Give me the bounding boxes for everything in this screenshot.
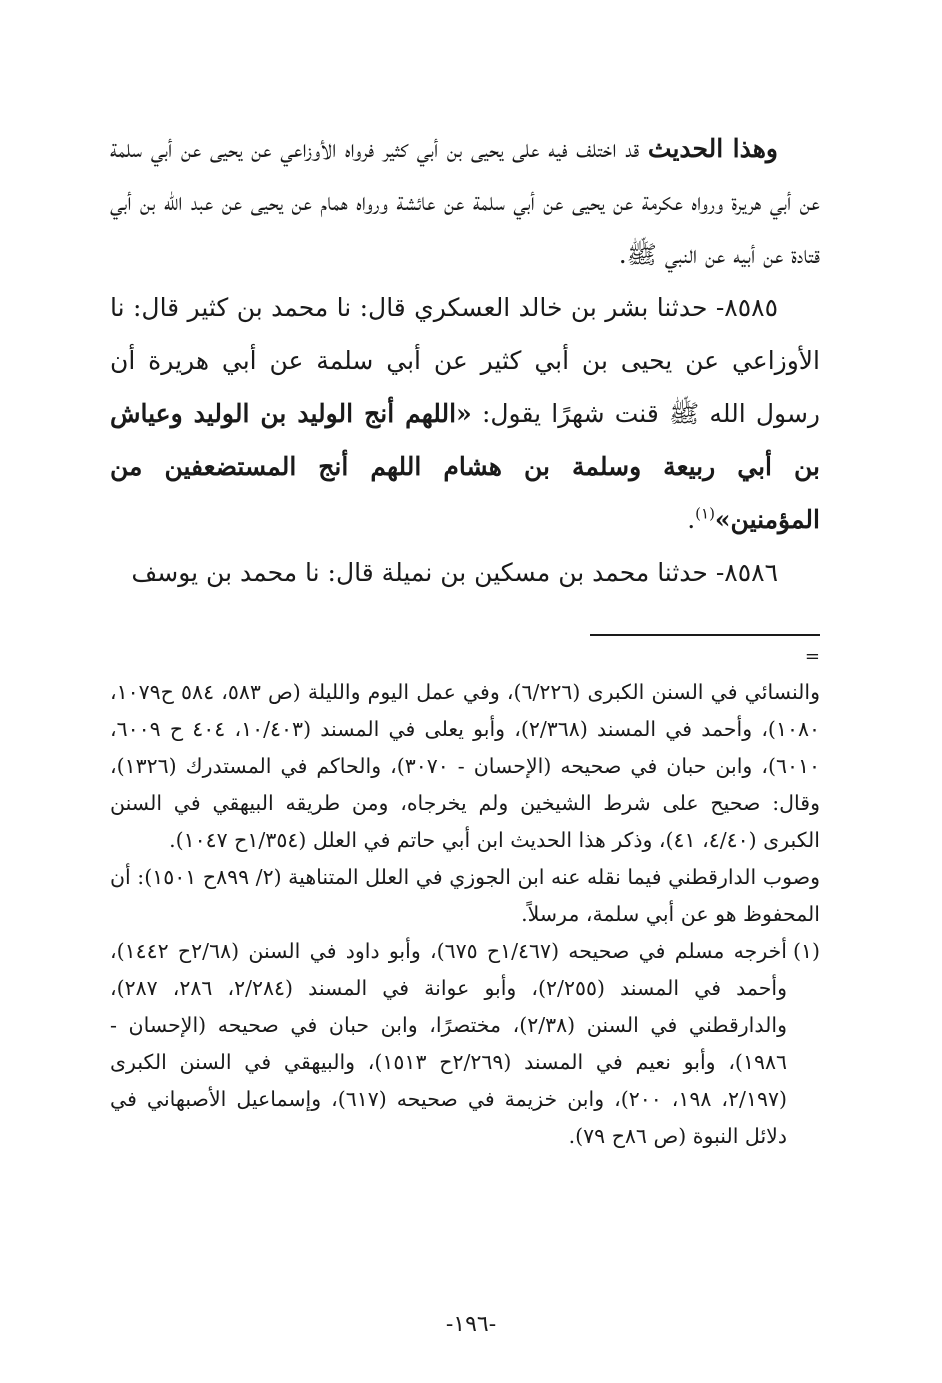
footnote-divider [590,634,820,636]
bold-lead-phrase: وهذا الحديث [647,134,778,163]
sentence-end: . [687,505,696,534]
footnote-number: (١) [792,939,820,963]
footnote-ref[interactable]: (١) [695,504,715,523]
footnote-continuation: والنسائي في السنن الكبرى (٦/٢٢٦)، وفي عمل اليوم والليلة (ص ٥٨٣، ٥٨٤ ح١٠٧٩، ١٠٨٠)، وأحمد في المسند (٢/٣٦٨)، وأبو يعلى في المسند (١٠/٤٠٣، ٤٠٤ ح ٦٠٠٩، ٦٠١٠)، وابن حبان في صحيحه (الإحسان - ٣٠٧٠)، والحاكم في المستدرك (١٣٢٦)، وقال: صحيح على شرط الشيخين ولم يخرجاه، ومن طريقه البيهقي في السنن الكبرى (٤/٤٠، ٤١)، وذكر هذا الحديث ابن أبي حاتم في العلل (١/٣٥٤ح ١٠٤٧). [110,680,821,852]
hadith-8586 [110,546,820,599]
hadith-isnad: ٨٥٨٦- حدثنا محمد بن مسكين بن نميلة قال: نا محمد بن يوسف [131,558,778,587]
page-number: -١٩٦- [445,1312,497,1337]
footnotes [110,674,820,1155]
footnote-continuation-mark: = [804,646,820,667]
footnote-continuation: وصوب الدارقطني فيما نقله عنه ابن الجوزي في العلل المتناهية (٢/ ٨٩٩ح ١٥٠١): أن المحفوظ هو عن أبي سلمة، مرسلاً. [110,865,820,926]
paragraph-text: قد اختلف فيه على يحيى بن أبي كثير فرواه الأوزاعي عن يحيى عن أبي سلمة عن أبي هريرة ورواه عكرمة عن يحيى عن أبي سلمة عن عائشة ورواه همام عن يحيى عن عبد الله بن أبي قتادة عن أبيه عن النبي ﷺ. [110,134,820,269]
hadith-8585 [110,281,820,546]
main-text [110,122,820,599]
footnote-text: أخرجه مسلم في صحيحه (١/٤٦٧ح ٦٧٥)، وأبو داود في السنن (٢/٦٨ح ١٤٤٢)، وأحمد في المسند (٢/٢٥٥)، وأبو عوانة في المسند (٢/٢٨٤، ٢٨٦، ٢٨٧)، والدارقطني في السنن (٢/٣٨)، مختصرًا، وابن حبان في صحيحه (الإحسان - ١٩٨٦)، وأبو نعيم في المسند (٢/٢٦٩ح ١٥١٣)، والبيهقي في السنن الكبرى (٢/١٩٧، ١٩٨، ٢٠٠)، وابن خزيمة في صحيحه (٦١٧)، وإسماعيل الأصبهاني في دلائل النبوة (ص ٨٦ح ٧٩). [110,939,787,1148]
page-content [110,122,821,1148]
paragraph-commentary [110,122,820,281]
hadith-matn: «اللهم أنج الوليد بن الوليد وعياش بن أبي ربيعة وسلمة بن هشام اللهم أنج المستضعفين من المؤمنين» [110,399,820,534]
footnote-1 [110,933,820,1155]
hadith-isnad: ٨٥٨٥- حدثنا بشر بن خالد العسكري قال: نا محمد بن كثير قال: نا الأوزاعي عن يحيى بن أبي كثير عن أبي سلمة عن أبي هريرة أن رسول الله ﷺ قنت شهرًا يقول: [110,293,820,428]
